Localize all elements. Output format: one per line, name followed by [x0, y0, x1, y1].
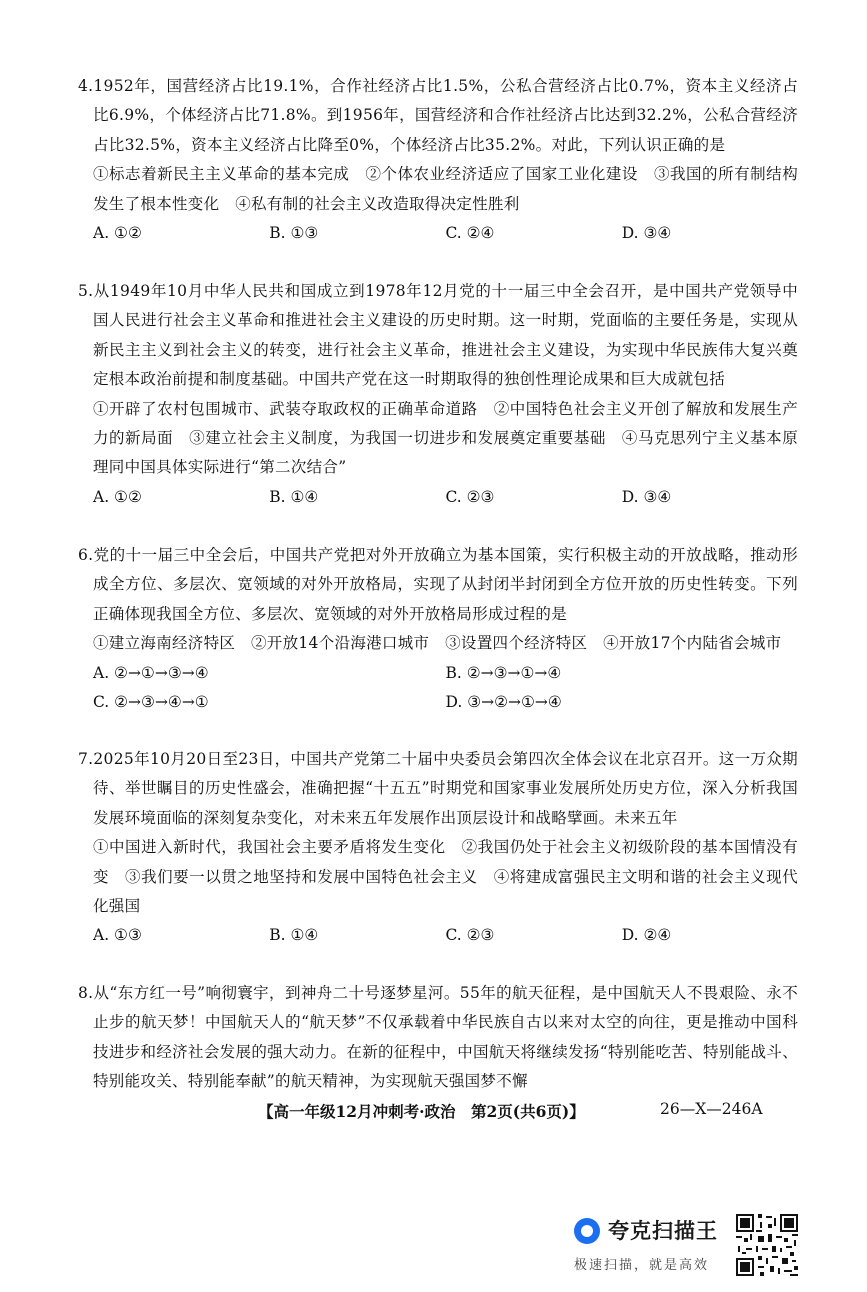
footer-title: 【高一年级12月冲刺考·政治 第2页(共6页)】	[258, 1102, 585, 1121]
question-5-stem: 5.从1949年10月中华人民共和国成立到1978年12月党的十一届三中全会召开，是中国共产党领导中国人民进行社会主义革命和推进社会主义建设的历史时期。这一时期，党面临的主要任务是，实现从新民主主义到社会主义的转变，进行社会主义革命，推进社会主义建设，为实现中华民族伟大复兴奠定根本政治前提和制度基础。中国共产党在这一时期取得的独创性理论成果和巨大成就包括	[78, 282, 798, 389]
option-d[interactable]: D. ③④	[621, 224, 672, 243]
option-a[interactable]: A. ②→①→③→④	[93, 663, 209, 682]
option-b[interactable]: B. ①④	[269, 926, 319, 945]
question-4-stem: 4.1952年，国营经济占比19.1%，合作社经济占比1.5%，公私合营经济占比0.7%，资本主义经济占比6.9%，个体经济占比71.8%。到1956年，国营经济和合作社经济占比达到32.2%，公私合营经济占比32.5%，资本主义经济占比降至0%，个体经济占比35.2%。对此，下列认识正确的是	[78, 77, 798, 154]
qr-code-icon	[734, 1212, 800, 1278]
question-6-options-row-1	[78, 659, 798, 688]
question-6	[78, 541, 798, 717]
option-b[interactable]: B. ①③	[269, 224, 319, 243]
watermark-slogan: 极速扫描，就是高效	[574, 1258, 710, 1273]
question-7-options	[78, 921, 798, 950]
option-c[interactable]: C. ②→③→④→①	[93, 693, 209, 712]
question-4	[78, 72, 798, 248]
question-5	[78, 277, 798, 512]
question-6-stem: 6.党的十一届三中全会后，中国共产党把对外开放确立为基本国策，实行积极主动的开放战略，推动形成全方位、多层次、宽领域的对外开放格局，实现了从封闭半封闭到全方位开放的历史性转变。下列正确体现我国全方位、多层次、宽领域的对外开放格局形成过程的是	[78, 546, 798, 623]
question-7-items: ①中国进入新时代，我国社会主要矛盾将发生变化 ②我国仍处于社会主义初级阶段的基本国情没有变 ③我们要一以贯之地坚持和发展中国特色社会主义 ④将建成富强民主文明和谐的社会主义现代化强国	[93, 838, 798, 916]
option-a[interactable]: A. ①②	[93, 487, 142, 506]
question-7	[78, 745, 798, 951]
question-6-options-row-2	[78, 688, 798, 717]
option-c[interactable]: C. ②③	[445, 926, 495, 945]
question-7-stem: 7.2025年10月20日至23日，中国共产党第二十届中央委员会第四次全体会议在北京召开。这一万众期待、举世瞩目的历史性盛会，准确把握“十五五”时期党和国家事业发展所处历史方位，深入分析我国发展环境面临的深刻复杂变化，对未来五年发展作出顶层设计和战略擘画。未来五年	[78, 750, 798, 827]
option-b[interactable]: B. ②→③→①→④	[445, 663, 562, 682]
question-4-options	[78, 219, 798, 248]
option-a[interactable]: A. ①②	[93, 224, 142, 243]
quark-logo-icon	[574, 1218, 600, 1244]
option-b[interactable]: B. ①④	[269, 487, 319, 506]
question-5-options	[78, 483, 798, 512]
option-d[interactable]: D. ②④	[621, 926, 672, 945]
question-4-items: ①标志着新民主主义革命的基本完成 ②个体农业经济适应了国家工业化建设 ③我国的所有制结构发生了根本性变化 ④私有制的社会主义改造取得决定性胜利	[93, 165, 798, 213]
question-8	[78, 979, 798, 1097]
option-d[interactable]: D. ③④	[621, 487, 672, 506]
option-a[interactable]: A. ①③	[93, 926, 142, 945]
watermark-app-name: 夸克扫描王	[608, 1219, 718, 1243]
question-5-items: ①开辟了农村包围城市、武装夺取政权的正确革命道路 ②中国特色社会主义开创了解放和发展生产力的新局面 ③建立社会主义制度，为我国一切进步和发展奠定重要基础 ④马克思列宁主义基本原理同中国具体实际进行“第二次结合”	[93, 399, 798, 477]
scanner-watermark	[574, 1218, 734, 1278]
option-c[interactable]: C. ②④	[445, 224, 495, 243]
question-8-stem: 8.从“东方红一号”响彻寰宇，到神舟二十号逐梦星河。55年的航天征程，是中国航天人不畏艰险、永不止步的航天梦！中国航天人的“航天梦”不仅承载着中华民族自古以来对太空的向往，更是推动中国科技进步和经济社会发展的强大动力。在新的征程中，中国航天将继续发扬“特别能吃苦、特别能战斗、特别能攻关、特别能奉献”的航天精神，为实现航天强国梦不懈	[78, 984, 798, 1091]
option-d[interactable]: D. ③→②→①→④	[445, 693, 562, 712]
option-c[interactable]: C. ②③	[445, 487, 495, 506]
page-footer	[0, 1096, 867, 1126]
footer-code: 26—X—246A	[660, 1100, 763, 1118]
question-6-items: ①建立海南经济特区 ②开放14个沿海港口城市 ③设置四个经济特区 ④开放17个内陆省会城市	[93, 634, 782, 653]
